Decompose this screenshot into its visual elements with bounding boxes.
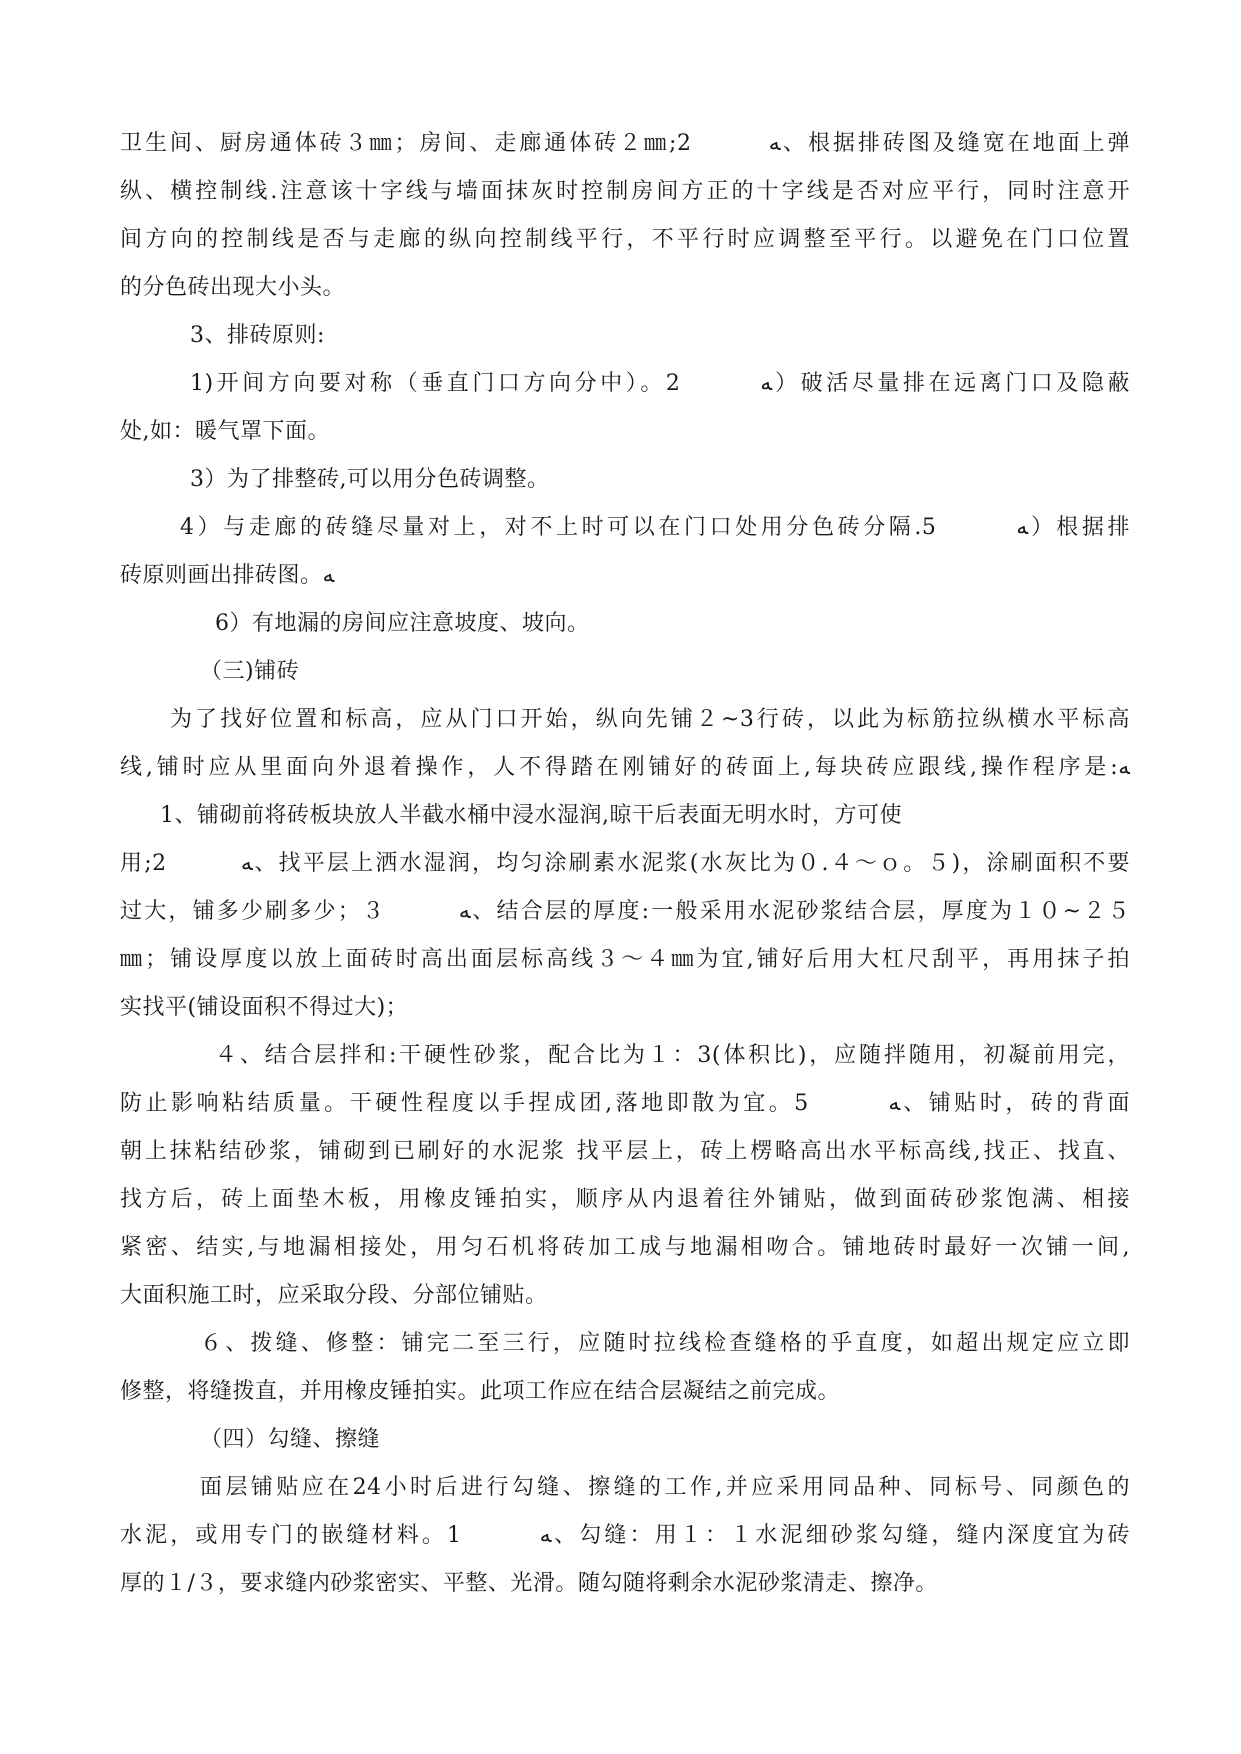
text-line: ㎜；铺设厚度以放上面砖时高出面层标高线３～４㎜为宜,铺好后用大杠尺刮平，再用抹子拍 (120, 947, 1130, 972)
text-line: 朝上抹粘结砂浆，铺砌到已刷好的水泥浆 找平层上，砖上楞略高出水平标高线,找正、找直、 (120, 1139, 1130, 1164)
text-line: 厚的１/３，要求缝内砂浆密实、平整、光滑。随勾随将剩余水泥砂浆清走、擦净。 (120, 1571, 938, 1596)
section-heading: 3、排砖原则: (190, 323, 325, 348)
section-heading: （四）勾缝、擦缝 (200, 1427, 381, 1452)
text-line: ４、结合层拌和:干硬性砂浆，配合比为１：3(体积比)，应随拌随用，初凝前用完， (215, 1043, 1130, 1068)
text-line: 线,铺时应从里面向外退着操作，人不得踏在刚铺好的砖面上,每块砖应跟线,操作程序是:ﻪ (120, 755, 1130, 780)
text-line: 大面积施工时，应采取分段、分部位铺贴。 (120, 1283, 548, 1308)
text-line: 的分色砖出现大小头。 (120, 275, 346, 300)
text-line: 4）与走廊的砖缝尽量对上，对不上时可以在门口处用分色砖分隔.5 ﻪ）根据排 (180, 515, 1130, 540)
text-line: 1)开间方向要对称（垂直门口方向分中）。2 ﻪ）破活尽量排在远离门口及隐蔽 (190, 371, 1130, 396)
text-line: 间方向的控制线是否与走廊的纵向控制线平行，不平行时应调整至平行。以避免在门口位置 (120, 227, 1130, 252)
text-line: 3）为了排整砖,可以用分色砖调整。 (190, 467, 550, 492)
text-line: 纵、横控制线.注意该十字线与墙面抹灰时控制房间方正的十字线是否对应平行，同时注意开 (120, 179, 1130, 204)
text-line: 防止影响粘结质量。干硬性程度以手捏成团,落地即散为宜。5 ﻪ、铺贴时，砖的背面 (120, 1091, 1130, 1116)
text-line: 1、铺砌前将砖板块放人半截水桶中浸水湿润,晾干后表面无明水时，方可使 (160, 803, 902, 828)
text-line: 卫生间、厨房通体砖３㎜；房间、走廊通体砖２㎜;2 ﻪ、根据排砖图及缝宽在地面上弹 (120, 131, 1130, 156)
text-line: ６、拨缝、修整：铺完二至三行，应随时拉线检查缝格的乎直度，如超出规定应立即 (200, 1331, 1130, 1356)
text-line: 水泥，或用专门的嵌缝材料。1 ﻪ、勾缝：用１：１水泥细砂浆勾缝，缝内深度宜为砖 (120, 1523, 1130, 1548)
text-line: 修整，将缝拨直，并用橡皮锤拍实。此项工作应在结合层凝结之前完成。 (120, 1379, 841, 1404)
text-line: 为了找好位置和标高，应从门口开始，纵向先铺２~3行砖，以此为标筋拉纵横水平标高 (170, 707, 1130, 732)
section-heading: （三)铺砖 (200, 659, 300, 684)
text-line: 用;2 ﻪ、找平层上洒水湿润，均匀涂刷素水泥浆(水灰比为０.４～ｏ。５)，涂刷面积不要 (120, 851, 1130, 876)
text-line: 处,如：暖气罩下面。 (120, 419, 330, 444)
text-line: 6）有地漏的房间应注意坡度、坡向。 (215, 611, 590, 636)
text-line: 过大，铺多少刷多少；３ ﻪ、结合层的厚度:一般采用水泥砂浆结合层，厚度为１０~２５ (120, 899, 1130, 924)
document-page (120, 120, 1130, 1608)
text-line: 面层铺贴应在24小时后进行勾缝、擦缝的工作,并应采用同品种、同标号、同颜色的 (200, 1475, 1130, 1500)
text-line: 紧密、结实,与地漏相接处，用匀石机将砖加工成与地漏相吻合。铺地砖时最好一次铺一间, (120, 1235, 1130, 1260)
text-line: 砖原则画出排砖图。ﻪ (120, 563, 335, 588)
text-line: 实找平(铺设面积不得过大)； (120, 995, 409, 1020)
text-line: 找方后，砖上面垫木板，用橡皮锤拍实，顺序从内退着往外铺贴，做到面砖砂浆饱满、相接 (120, 1187, 1130, 1212)
